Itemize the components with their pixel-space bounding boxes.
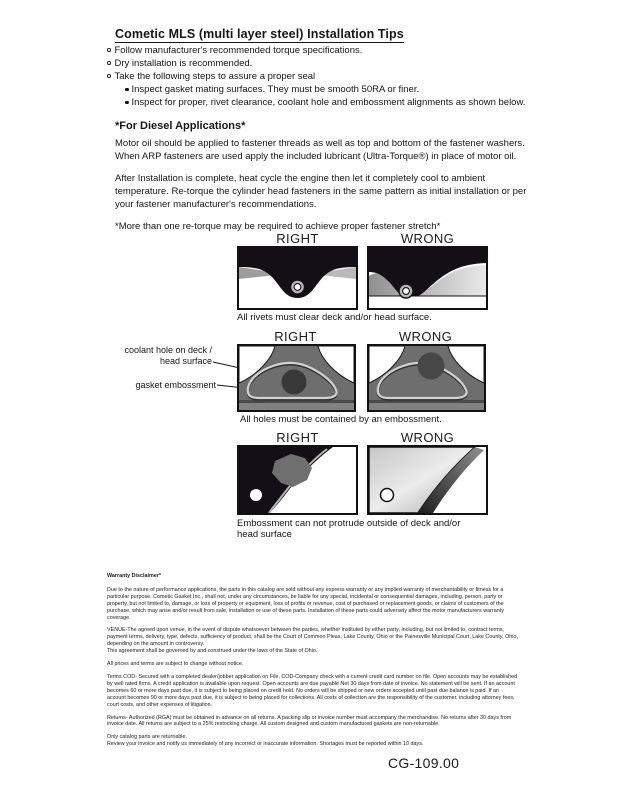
rivet-wrong-diagram	[367, 246, 488, 310]
disclaimer-paragraph: All prices and terms are subject to change without notice.	[107, 661, 244, 668]
diagram-caption: All holes must be contained by an embossment.	[240, 414, 442, 425]
page-title: Cometic MLS (multi layer steel) Installation Tips	[115, 27, 404, 41]
tip-text: Inspect for proper, rivet clearance, coolant hole and embossment alignments as shown below.	[131, 97, 526, 108]
diesel-applications-section	[115, 120, 535, 242]
paragraph: After Installation is complete, heat cycle the engine then let it completely cool to ambient temperature. Re-torque the cylinder head fasteners in the same pattern as initial installation or per your fastener manufacturer's recommendations.	[115, 173, 527, 210]
deck-embossment-wrong-icon	[369, 447, 486, 513]
tip-text: Inspect gasket mating surfaces. They must be smooth 50RA or finer.	[131, 84, 420, 95]
embossment-wrong-diagram	[367, 344, 486, 412]
wrong-label: WRONG	[400, 231, 455, 246]
disclaimer-paragraph: VENUE-The agreed upon venue, in the event of dispute whatsoever between the parties, whether instituted by either party, including, but not limited to, contract terms, payment terms, delivery, type, defects, sufficiency of product, shall be the Court of Common Pleas, Lake County, Ohio or the Painesville Municipal Court, Lake County, Ohio, depending on the amount in controversy.	[107, 627, 518, 648]
paragraph: *More than one re-torque may be required to achieve proper fastener stretch*	[115, 221, 441, 232]
warranty-disclaimer	[107, 573, 519, 754]
disclaimer-paragraph: Due to the nature of performance applications, the parts in this catalog are sold without any express warranty or any implied warranty of merchantability or fitness for a particular purpose. Cometic Gasket Inc., shall not, under any circumstances, be liable for any special, incidental or consequential damages, including, person, party or property, but not limited to, damage, or loss of property or equipment, loss of profits or revenue, cost of purchased or replacement goods, or claims of customers of the purchase, which may arise and/or result from sale, installation or use of these parts. Installation of these parts could adversely affect the motor manufacturers warranty coverage.	[107, 586, 504, 621]
rivet-clearance-wrong-icon	[369, 248, 486, 308]
disclaimer-paragraph: This agreement shall be governed by and construed under the laws of the State of Ohio.	[107, 648, 318, 655]
rivet-clearance-right-icon	[239, 248, 356, 308]
deck-embossment-right-icon	[239, 447, 356, 513]
right-label: RIGHT	[276, 430, 319, 445]
list-item	[125, 96, 547, 109]
circle-bullet-icon	[107, 48, 111, 52]
circle-bullet-icon	[107, 61, 111, 65]
circle-bullet-icon	[107, 74, 111, 78]
wrong-label: WRONG	[398, 329, 453, 344]
list-item	[107, 70, 547, 83]
list-item	[125, 83, 547, 96]
tip-text: Dry installation is recommended.	[114, 58, 253, 69]
installation-tips-list	[107, 44, 547, 109]
protrusion-right-diagram	[237, 445, 358, 515]
dot-bullet-icon	[125, 88, 129, 92]
list-item	[107, 57, 547, 70]
coolant-hole-wrong-icon	[369, 346, 484, 410]
list-item	[107, 44, 547, 57]
dot-bullet-icon	[125, 101, 129, 105]
disclaimer-paragraph: Returns- Authorized (RGA) must be obtained in advance on all returns. A packing slip or invoice number must accompany the merchandise. No returns after 30 days from invoice date. All returns are subject to a 25% restocking charge. All custom designed and custom manufactured gaskets are non-returnable.	[107, 714, 512, 728]
coolant-hole-right-icon	[239, 346, 354, 410]
wrong-label: WRONG	[400, 430, 455, 445]
protrusion-wrong-diagram	[367, 445, 488, 515]
right-label: RIGHT	[276, 231, 319, 246]
section-heading: *For Diesel Applications*	[115, 120, 246, 132]
disclaimer-heading: Warranty Disclaimer*	[107, 573, 162, 579]
disclaimer-paragraph: Review your invoice and notify us immediately of any incorrect or inaccurate information. Shortages must be reported within 10 days.	[107, 741, 424, 748]
tip-text: Follow manufacturer's recommended torque specifications.	[114, 45, 363, 56]
disclaimer-paragraph: Only catalog parts are returnable.	[107, 734, 188, 741]
page-number: CG-109.00	[388, 755, 460, 771]
embossment-right-diagram	[237, 344, 356, 412]
coolant-hole-callout: coolant hole on deck / head surface	[124, 345, 212, 366]
disclaimer-paragraph: Terms COD- Secured with a completed dealer/jobber application on File, COD-Company check with a current credit card number on file. Open accounts may be established by well rated firms. A credit application is available upon request. Open accounts are due payable Net 30 days from date of invoice. No statement will be sent. If an account becomes 60 or more days past due, it is subject to being placed on credit hold. No orders will be shipped or new orders accepted until past due balance is paid. If an account becomes 90 or more days past due, it is subject to being placed for collections. All costs of collection are the responsibility of the customer, including attorney fees, court costs, and other expenses of litigation.	[107, 673, 518, 708]
diagram-caption: Embossment can not protrude outside of deck and/or head surface	[237, 518, 461, 540]
paragraph: Motor oil should be applied to fastener threads as well as top and bottom of the fastener washers. When ARP fasteners are used apply the included lubricant (Ultra-Torque®) in place of motor oil.	[115, 138, 525, 162]
tip-text: Take the following steps to assure a proper seal	[114, 71, 316, 82]
rivet-right-diagram	[237, 246, 358, 310]
gasket-embossment-callout: gasket embossment	[135, 380, 216, 390]
right-label: RIGHT	[274, 329, 317, 344]
diagram-caption: All rivets must clear deck and/or head surface.	[237, 312, 432, 323]
